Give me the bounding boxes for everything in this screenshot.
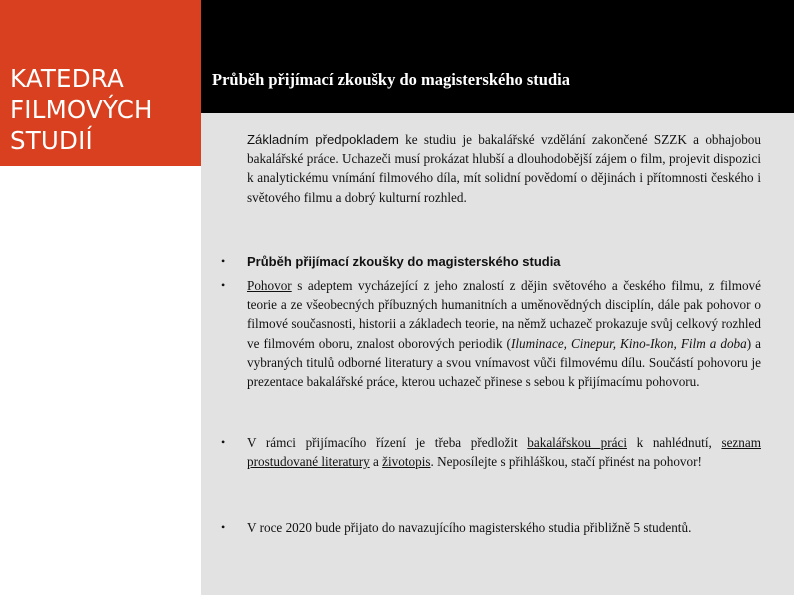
cv-link[interactable]: životopis xyxy=(382,454,431,470)
list-item-3-text-2: k nahlédnutí, xyxy=(626,435,722,450)
list-item-3-text-3: a xyxy=(369,454,383,470)
logo-line-3: STUDIÍ xyxy=(10,126,93,155)
bullet-marker-1: • xyxy=(221,254,226,268)
periodicals-list: Iluminace, Cinepur, Kino-Ikon, Film a doba xyxy=(510,335,747,351)
header-bar xyxy=(201,0,794,113)
bullet-marker-2: • xyxy=(221,278,226,292)
list-item-2-text-2: ) a vybraných titulů odborné literatury a svou vnímavost vůči filmovému dílu. Součástí pohovoru je prezentace bakalářské práce, kterou uchazeč přinese s sebou k přijímacímu pohovoru. xyxy=(247,335,762,390)
intro-text: ke studiu je bakalářské vzdělání zakončené SZZK a obhajobou bakalářské práce. Uchazeči musí prokázat hlubší a dlouhodobější zájem o film, projevit dispozici k analytickému vnímání filmového díla, mít solidní povědomí o dějinách i přítomnosti českého i světového filmu a dobrý kulturní rozhled. xyxy=(247,132,761,205)
bullet-marker-4: • xyxy=(221,520,226,534)
content-panel xyxy=(201,113,794,595)
list-item-1-title: Průběh přijímací zkoušky do magisterského studia xyxy=(247,254,561,269)
list-item-4 xyxy=(247,518,761,537)
logo-text xyxy=(10,63,153,156)
bullet-marker-3: • xyxy=(221,435,226,449)
list-item-3-text-1: V rámci přijímacího řízení je třeba předložit xyxy=(247,435,528,450)
list-item-2 xyxy=(247,276,761,391)
left-panel xyxy=(0,0,201,595)
interview-link[interactable]: Pohovor xyxy=(247,278,292,293)
list-item-4-text: V roce 2020 bude přijato do navazujícího magisterského studia přibližně 5 studentů. xyxy=(247,520,692,535)
logo-line-2: FILMOVÝCH xyxy=(10,95,153,124)
list-item-2-text-1: s adeptem vycházející z jeho znalostí z dějin světového a českého filmu, z filmové teorie a ze všeobecných příbuzných humanitních a uměnovědných disciplín, dále pak pohovor o filmové současnosti, historii a základech teorie, na němž uchazeč prokazuje svůj celkový rozhled ve filmovém oboru, znalost oborových periodik ( xyxy=(247,278,761,351)
thesis-link[interactable]: bakalářskou práci xyxy=(527,435,627,450)
list-item-3 xyxy=(247,433,761,471)
literature-list-link[interactable]: seznam prostudované literatury xyxy=(247,435,761,470)
intro-paragraph xyxy=(247,130,761,207)
department-logo xyxy=(0,0,201,166)
list-item-1 xyxy=(247,252,761,271)
intro-lead: Základním předpokladem xyxy=(247,132,399,147)
logo-line-1: KATEDRA xyxy=(10,64,124,93)
list-item-3-text-4: . Neposílejte s přihláškou, stačí přinést na pohovor! xyxy=(430,454,702,470)
page-title: Průběh přijímací zkoušky do magisterského studia xyxy=(212,70,570,89)
